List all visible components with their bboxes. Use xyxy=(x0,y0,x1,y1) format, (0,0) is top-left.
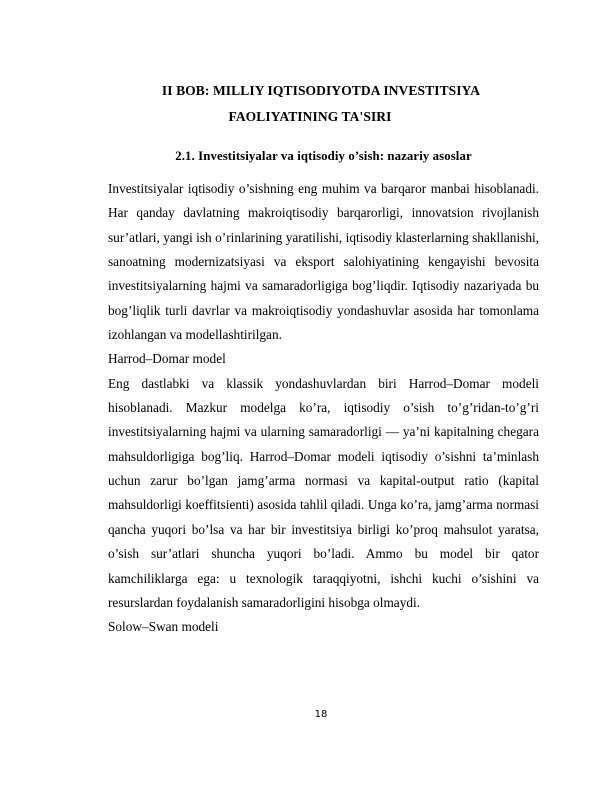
page-number: 18 xyxy=(314,709,328,720)
chapter-title-line2: FAOLIYATINING TA'SIRI xyxy=(228,109,392,124)
paragraph-harrod-domar: Eng dastlabki va klassik yondashuvlardan biri Harrod–Domar modeli hisoblanadi. Mazkur modelga ko’ra, iqtisodiy o’sish to’g’ridan-to’g’ri investitsiyalarning hajmi va ularning samaradorligi — ya’ni kapitalning chegara mahsuldorligiga bog’liq. Harrod–Domar modeli iqtisodiy o’sishni ta’minlash uchun zarur bo’lgan jamg’arma normasi va kapital-output ratio (kapital mahsuldorligi koeffitsienti) asosida tahlil qiladi. Unga ko’ra, jamg’arma normasi qancha yuqori bo’lsa va har bir investitsiya birligi ko’proq mahsulot yaratsa, o’sish sur’atlari shuncha yuqori bo’ladi. Ammo bu model bir qator kamchiliklarga ega: u texnologik taraqqiyotni, ishchi kuchi o’sishini va resurslardan foydalanish samaradorligini hisobga olmaydi. xyxy=(108,375,539,610)
subheading-harrod-domar: Harrod–Domar model xyxy=(108,351,226,367)
body-text xyxy=(108,177,539,640)
paragraph-intro: Investitsiyalar iqtisodiy o’sishning eng muhim va barqaror manbai hisoblanadi. Har qanday davlatning makroiqtisodiy barqarorligi, innovatsion rivojlanish sur’atlari, yangi ish o’rinlarining yaratilishi, iqtisodiy klasterlarning shakllanishi, sanoatning modernizatsiyasi va eksport salohiyatining kengayishi bevosita investitsiyalarning hajmi va samaradorligiga bog’liqdir. Iqtisodiy nazariyada bu bog’liqlik turli davrlar va makroiqtisodiy yondashuvlar asosida har tomonlama izohlangan va modellashtirilgan. xyxy=(108,181,539,343)
section-title: 2.1. Investitsiyalar va iqtisodiy o’sish: nazariy asoslar xyxy=(175,149,472,163)
subheading-solow-swan: Solow–Swan modeli xyxy=(108,619,219,635)
chapter-title-line1: II BOB: MILLIY IQTISODIYOTDA INVESTITSIYA xyxy=(161,83,481,98)
